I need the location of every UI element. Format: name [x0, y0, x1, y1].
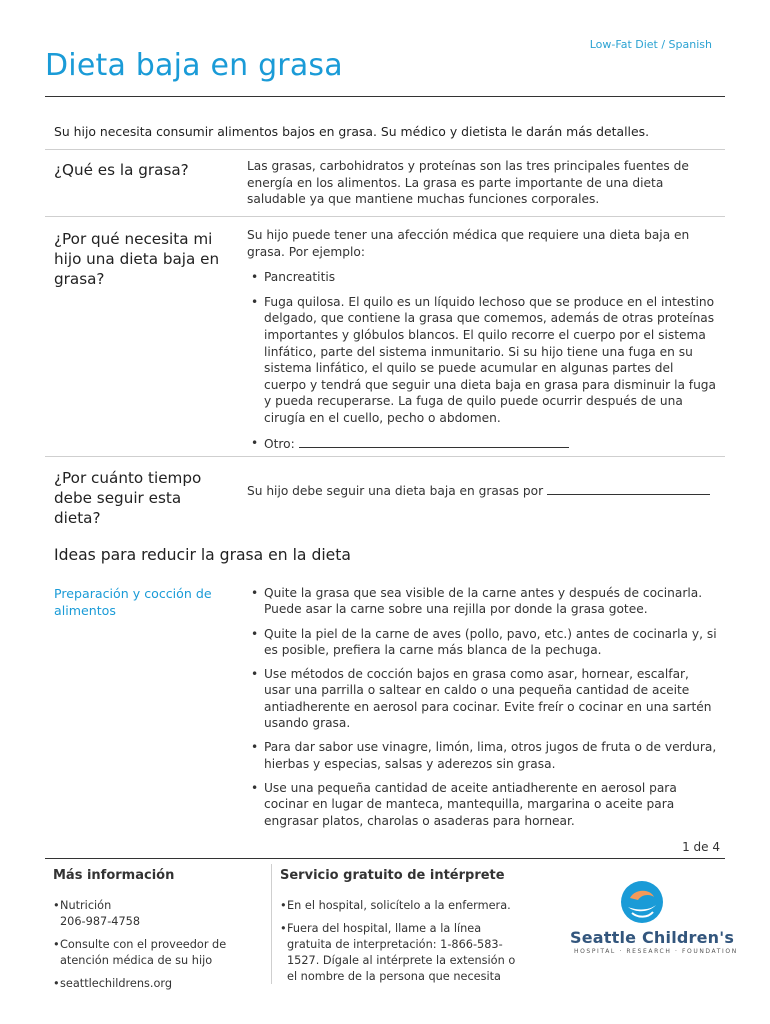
list-item: • Use métodos de cocción bajos en grasa como asar, hornear, escalfar, usar una parrilla o saltear en caldo o una pequeña cantidad de aceite antiadherente en aerosol para cocinar. Evite freír o cocinar en una sartén usando grasa.: [247, 666, 717, 731]
section-divider: [45, 456, 725, 457]
list-item: • Quite la grasa que sea visible de la carne antes y después de cocinarla. Puede asar la carne sobre una rejilla por donde la grasa gotee.: [247, 585, 717, 618]
question-how-long: ¿Por cuánto tiempo debe seguir esta dieta?: [54, 469, 202, 527]
page-number: 1 de 4: [682, 840, 720, 854]
list-item: • Use una pequeña cantidad de aceite antiadherente en aerosol para cocinar en lugar de manteca, mantequilla, margarina o aceite para engrasar platos, charolas o asaderas para hornear.: [247, 780, 717, 829]
ideas-heading: Ideas para reducir la grasa en la dieta: [54, 546, 351, 564]
duration-fill-in-blank[interactable]: [547, 482, 710, 495]
answer-what-is-fat: Las grasas, carbohidratos y proteínas son las tres principales fuentes de energía en los alimentos. La grasa es parte importante de una dieta saludable ya que mantiene muchas funciones corporales.: [247, 159, 689, 207]
question-why-low-fat: ¿Por qué necesita mi hijo una dieta baja en grasa?: [54, 230, 220, 288]
footer-column-divider: [271, 864, 272, 984]
more-info-box: [53, 868, 258, 999]
more-info-heading: Más información: [53, 868, 175, 883]
list-item: • Para dar sabor use vinagre, limón, lima, otros jugos de fruta o de verdura, hierbas y especias, salsas y aderezos sin grasa.: [247, 739, 717, 772]
title-divider: [45, 96, 725, 97]
list-item: • En el hospital, solicítelo a la enfermera.: [280, 898, 520, 914]
answer-why-low-fat: [247, 227, 717, 460]
footer-divider: [45, 858, 725, 859]
list-item: • Pancreatitis: [247, 269, 717, 286]
list-item: • Consulte con el proveedor de atención médica de su hijo: [53, 937, 258, 969]
intro-text: Su hijo necesita consumir alimentos bajos en grasa. Su médico y dietista le darán más detalles.: [54, 124, 650, 139]
intro-divider: [45, 149, 725, 150]
page-title: Dieta baja en grasa: [45, 48, 343, 83]
answer-why-low-fat-text: Su hijo puede tener una afección médica que requiere una dieta baja en grasa. Por ejemplo:: [247, 228, 690, 259]
list-item: • Nutrición 206-987-4758: [53, 898, 258, 930]
list-item: • Otro:: [247, 435, 717, 453]
interpreter-box: [280, 868, 520, 992]
other-fill-in-blank[interactable]: [299, 435, 569, 448]
document-language-note: Low-Fat Diet / Spanish: [589, 38, 712, 51]
list-item: • Quite la piel de la carne de aves (pollo, pavo, etc.) antes de cocinarla y, si es posible, prefiera la carne más blanca de la pechuga.: [247, 626, 717, 659]
section-divider: [45, 216, 725, 217]
ideas-list: [247, 585, 717, 837]
list-item: • Fuera del hospital, llame a la línea gratuita de interpretación: 1-866-583-1527. Dígale al intérprete la extensión o el nombre de la persona que necesita: [280, 921, 520, 985]
logo-tagline: HOSPITAL · RESEARCH · FOUNDATION: [574, 948, 738, 955]
logo-wordmark: Seattle Children's: [570, 928, 735, 947]
interpreter-heading: Servicio gratuito de intérprete: [280, 868, 505, 883]
list-item: • Fuga quilosa. El quilo es un líquido lechoso que se produce en el intestino delgado, que contiene la grasa que comemos, además de otras proteínas importantes y glóbulos blancos. El quilo recorre el cuerpo por el sistema linfático, parte del sistema inmunitario. Si su hijo tiene una fuga en su sistema linfático, el quilo se puede acumular en algunas partes del cuerpo y tendrá que seguir una dieta baja en grasa para disminuir la fuga y pueda recuperarse. La fuga de quilo puede ocurrir después de una cirugía en el cuello, pecho o abdomen.: [247, 294, 717, 427]
question-what-is-fat: ¿Qué es la grasa?: [54, 161, 189, 179]
seattle-childrens-logo-icon: [620, 880, 664, 924]
ideas-subheading: Preparación y cocción de alimentos: [54, 586, 212, 618]
condition-list: [247, 269, 717, 452]
website-link[interactable]: seattlechildrens.org: [60, 977, 173, 990]
list-item: [53, 976, 258, 992]
answer-how-long: Su hijo debe seguir una dieta baja en grasas por: [247, 482, 717, 500]
